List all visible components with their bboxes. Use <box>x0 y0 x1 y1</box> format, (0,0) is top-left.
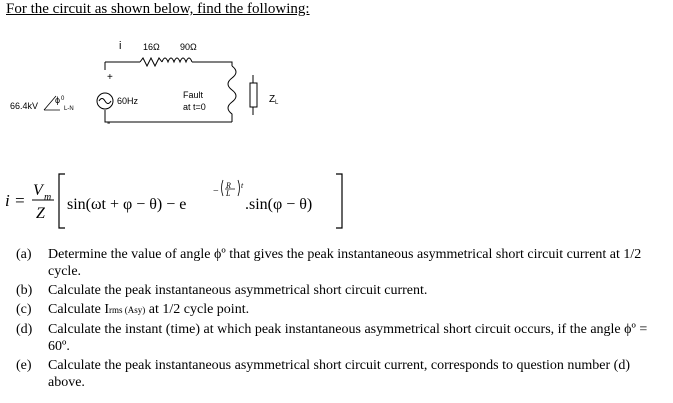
impedance-subscript: L <box>275 100 279 106</box>
circuit-diagram <box>0 30 330 140</box>
svg-text:−: − <box>213 186 219 197</box>
impedance-label: Z <box>269 94 276 105</box>
question-text-subscript: rms (Asy) <box>109 305 146 315</box>
resistor-symbol <box>140 58 162 66</box>
source-type: L-N <box>64 106 74 112</box>
question-label: (e) <box>16 358 32 373</box>
question-label: (a) <box>16 247 32 262</box>
left-bracket <box>59 174 65 228</box>
question-item <box>16 301 666 319</box>
question-label: (b) <box>16 283 33 298</box>
question-text: Calculate the peak instantaneous asymmetrical short circuit current. <box>48 283 428 298</box>
question-text-after: at 1/2 cycle point. <box>145 302 250 317</box>
question-item <box>16 357 666 391</box>
current-formula <box>0 168 380 238</box>
question-text <box>48 301 666 319</box>
question-text-before: Calculate I <box>48 302 110 317</box>
plus-sign: + <box>107 72 113 83</box>
formula-z: Z <box>36 205 45 222</box>
source-voltage: 66.4kV <box>10 101 39 111</box>
inductor-value: 90Ω <box>180 42 197 52</box>
question-text: Calculate the instant (time) at which peak instantaneous asymmetrical short circuit occurs, if the angle ϕº = 60º. <box>48 322 648 354</box>
minus-sign: - <box>107 118 111 129</box>
fault-label: Fault <box>183 90 204 100</box>
exponent-numerator: R <box>226 181 231 190</box>
question-item <box>16 246 666 280</box>
impedance-box <box>250 83 257 107</box>
question-item <box>16 321 666 355</box>
fault-time: at t=0 <box>183 102 206 112</box>
resistor-value: 16Ω <box>143 42 160 52</box>
formula-vm-subscript: m <box>44 192 52 203</box>
current-label: i <box>119 40 122 52</box>
fault-symbol <box>228 66 236 122</box>
question-item <box>16 282 666 299</box>
question-text: Calculate the peak instantaneous asymmetrical short circuit current, corresponds to question number (d) above. <box>48 358 630 390</box>
right-bracket <box>336 174 342 228</box>
question-list <box>16 246 666 393</box>
page-heading: For the circuit as shown below, find the following: <box>6 1 310 17</box>
formula-vm: V <box>33 182 43 199</box>
inductor-symbol <box>162 58 192 62</box>
circuit-wires <box>105 58 257 122</box>
frequency-label: 60Hz <box>117 96 139 106</box>
source-angle: ϕ <box>55 95 61 105</box>
question-text: Determine the value of angle ϕº that gives the peak instantaneous asymmetrical short circuit current at 1/2 cycle. <box>48 247 642 279</box>
formula-tail: .sin(φ − θ) <box>245 196 313 213</box>
formula-lhs: i = <box>5 191 26 210</box>
question-label: (c) <box>16 302 32 317</box>
source-angle-degree: 0 <box>61 96 65 102</box>
exponent-denominator: L <box>226 189 231 198</box>
formula-sin-term: sin(ωt + φ − θ) − e <box>67 196 187 213</box>
question-label: (d) <box>16 322 33 337</box>
exponent-t: t <box>241 181 244 190</box>
